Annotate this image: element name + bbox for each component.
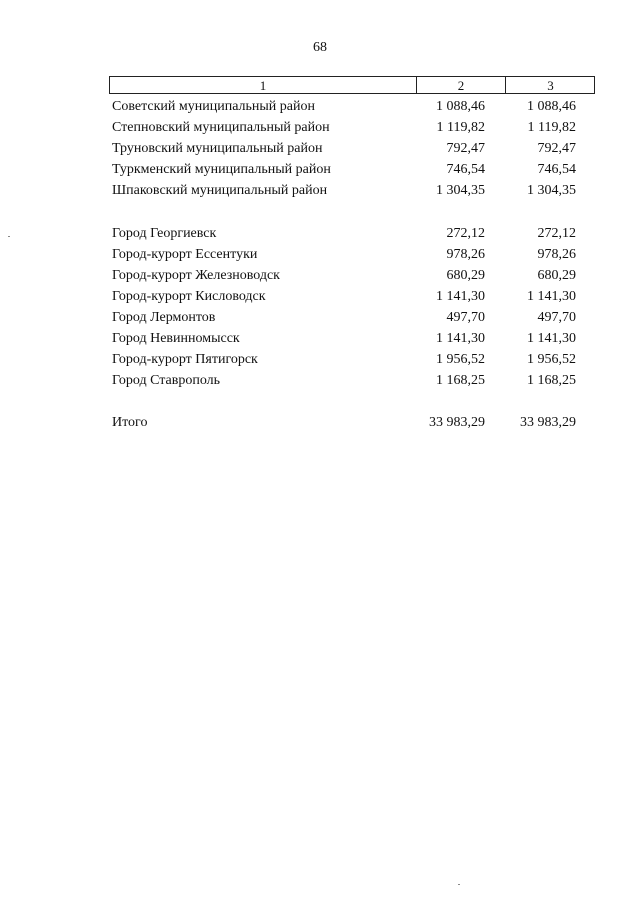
row-value-col-2: 792,47 [446, 141, 485, 156]
page-number: 68 [313, 40, 327, 55]
header-col-3: 3 [547, 78, 554, 93]
row-name: Город Невинномысск [112, 331, 240, 346]
row-value-col-3: 1 304,35 [527, 183, 576, 198]
row-value-col-3: 1 088,46 [527, 99, 576, 114]
total-label: Итого [112, 415, 148, 430]
row-value-col-2: 680,29 [446, 268, 485, 283]
total-row [110, 413, 590, 433]
row-name: Город-курорт Пятигорск [112, 352, 258, 367]
row-value-col-2: 1 141,30 [436, 289, 485, 304]
row-value-col-2: 746,54 [446, 162, 485, 177]
row-name: Советский муниципальный район [112, 99, 315, 114]
row-value-col-2: 1 168,25 [436, 373, 485, 388]
total-value-col-3: 33 983,29 [520, 415, 576, 430]
row-value-col-2: 497,70 [446, 310, 485, 325]
scan-speck [458, 884, 460, 885]
header-col-1: 1 [110, 77, 417, 93]
row-name: Город Лермонтов [112, 310, 216, 325]
table-row [110, 224, 590, 244]
table-row [110, 118, 590, 138]
row-name: Труновский муниципальный район [112, 141, 323, 156]
row-name: Туркменский муниципальный район [112, 162, 331, 177]
table-row [110, 97, 590, 117]
row-name: Город-курорт Железноводск [112, 268, 280, 283]
row-value-col-3: 1 119,82 [527, 120, 576, 135]
table-row [110, 160, 590, 180]
row-name: Город Ставрополь [112, 373, 221, 388]
row-value-col-3: 1 141,30 [527, 331, 576, 346]
row-value-col-2: 272,12 [446, 226, 485, 241]
row-value-col-3: 680,29 [537, 268, 576, 283]
row-value-col-3: 792,47 [537, 141, 576, 156]
row-value-col-2: 978,26 [446, 247, 485, 262]
table-row [110, 308, 590, 328]
row-value-col-3: 1 168,25 [527, 373, 576, 388]
row-value-col-2: 1 956,52 [436, 352, 485, 367]
row-value-col-3: 497,70 [537, 310, 576, 325]
table-header [109, 76, 595, 94]
header-col-2: 2 [417, 77, 506, 93]
row-value-col-3: 1 141,30 [527, 289, 576, 304]
row-value-col-3: 746,54 [537, 162, 576, 177]
row-value-col-3: 1 956,52 [527, 352, 576, 367]
table-row [110, 266, 590, 286]
table-row [110, 371, 590, 391]
row-name: Шпаковский муниципальный район [112, 183, 328, 198]
row-value-col-2: 1 141,30 [436, 331, 485, 346]
total-value-col-2: 33 983,29 [429, 415, 485, 430]
row-value-col-2: 1 304,35 [436, 183, 485, 198]
table-row [110, 350, 590, 370]
row-value-col-2: 1 088,46 [436, 99, 485, 114]
table-row [110, 329, 590, 349]
row-name: Город Георгиевск [112, 226, 217, 241]
row-name: Степновский муниципальный район [112, 120, 330, 135]
row-value-col-2: 1 119,82 [436, 120, 485, 135]
table-row [110, 181, 590, 201]
table-row [110, 245, 590, 265]
table-row [110, 287, 590, 307]
row-value-col-3: 272,12 [537, 226, 576, 241]
row-name: Город-курорт Кисловодск [112, 289, 266, 304]
row-name: Город-курорт Ессентуки [112, 247, 258, 262]
table-row [110, 139, 590, 159]
row-value-col-3: 978,26 [537, 247, 576, 262]
scan-speck [8, 236, 10, 237]
